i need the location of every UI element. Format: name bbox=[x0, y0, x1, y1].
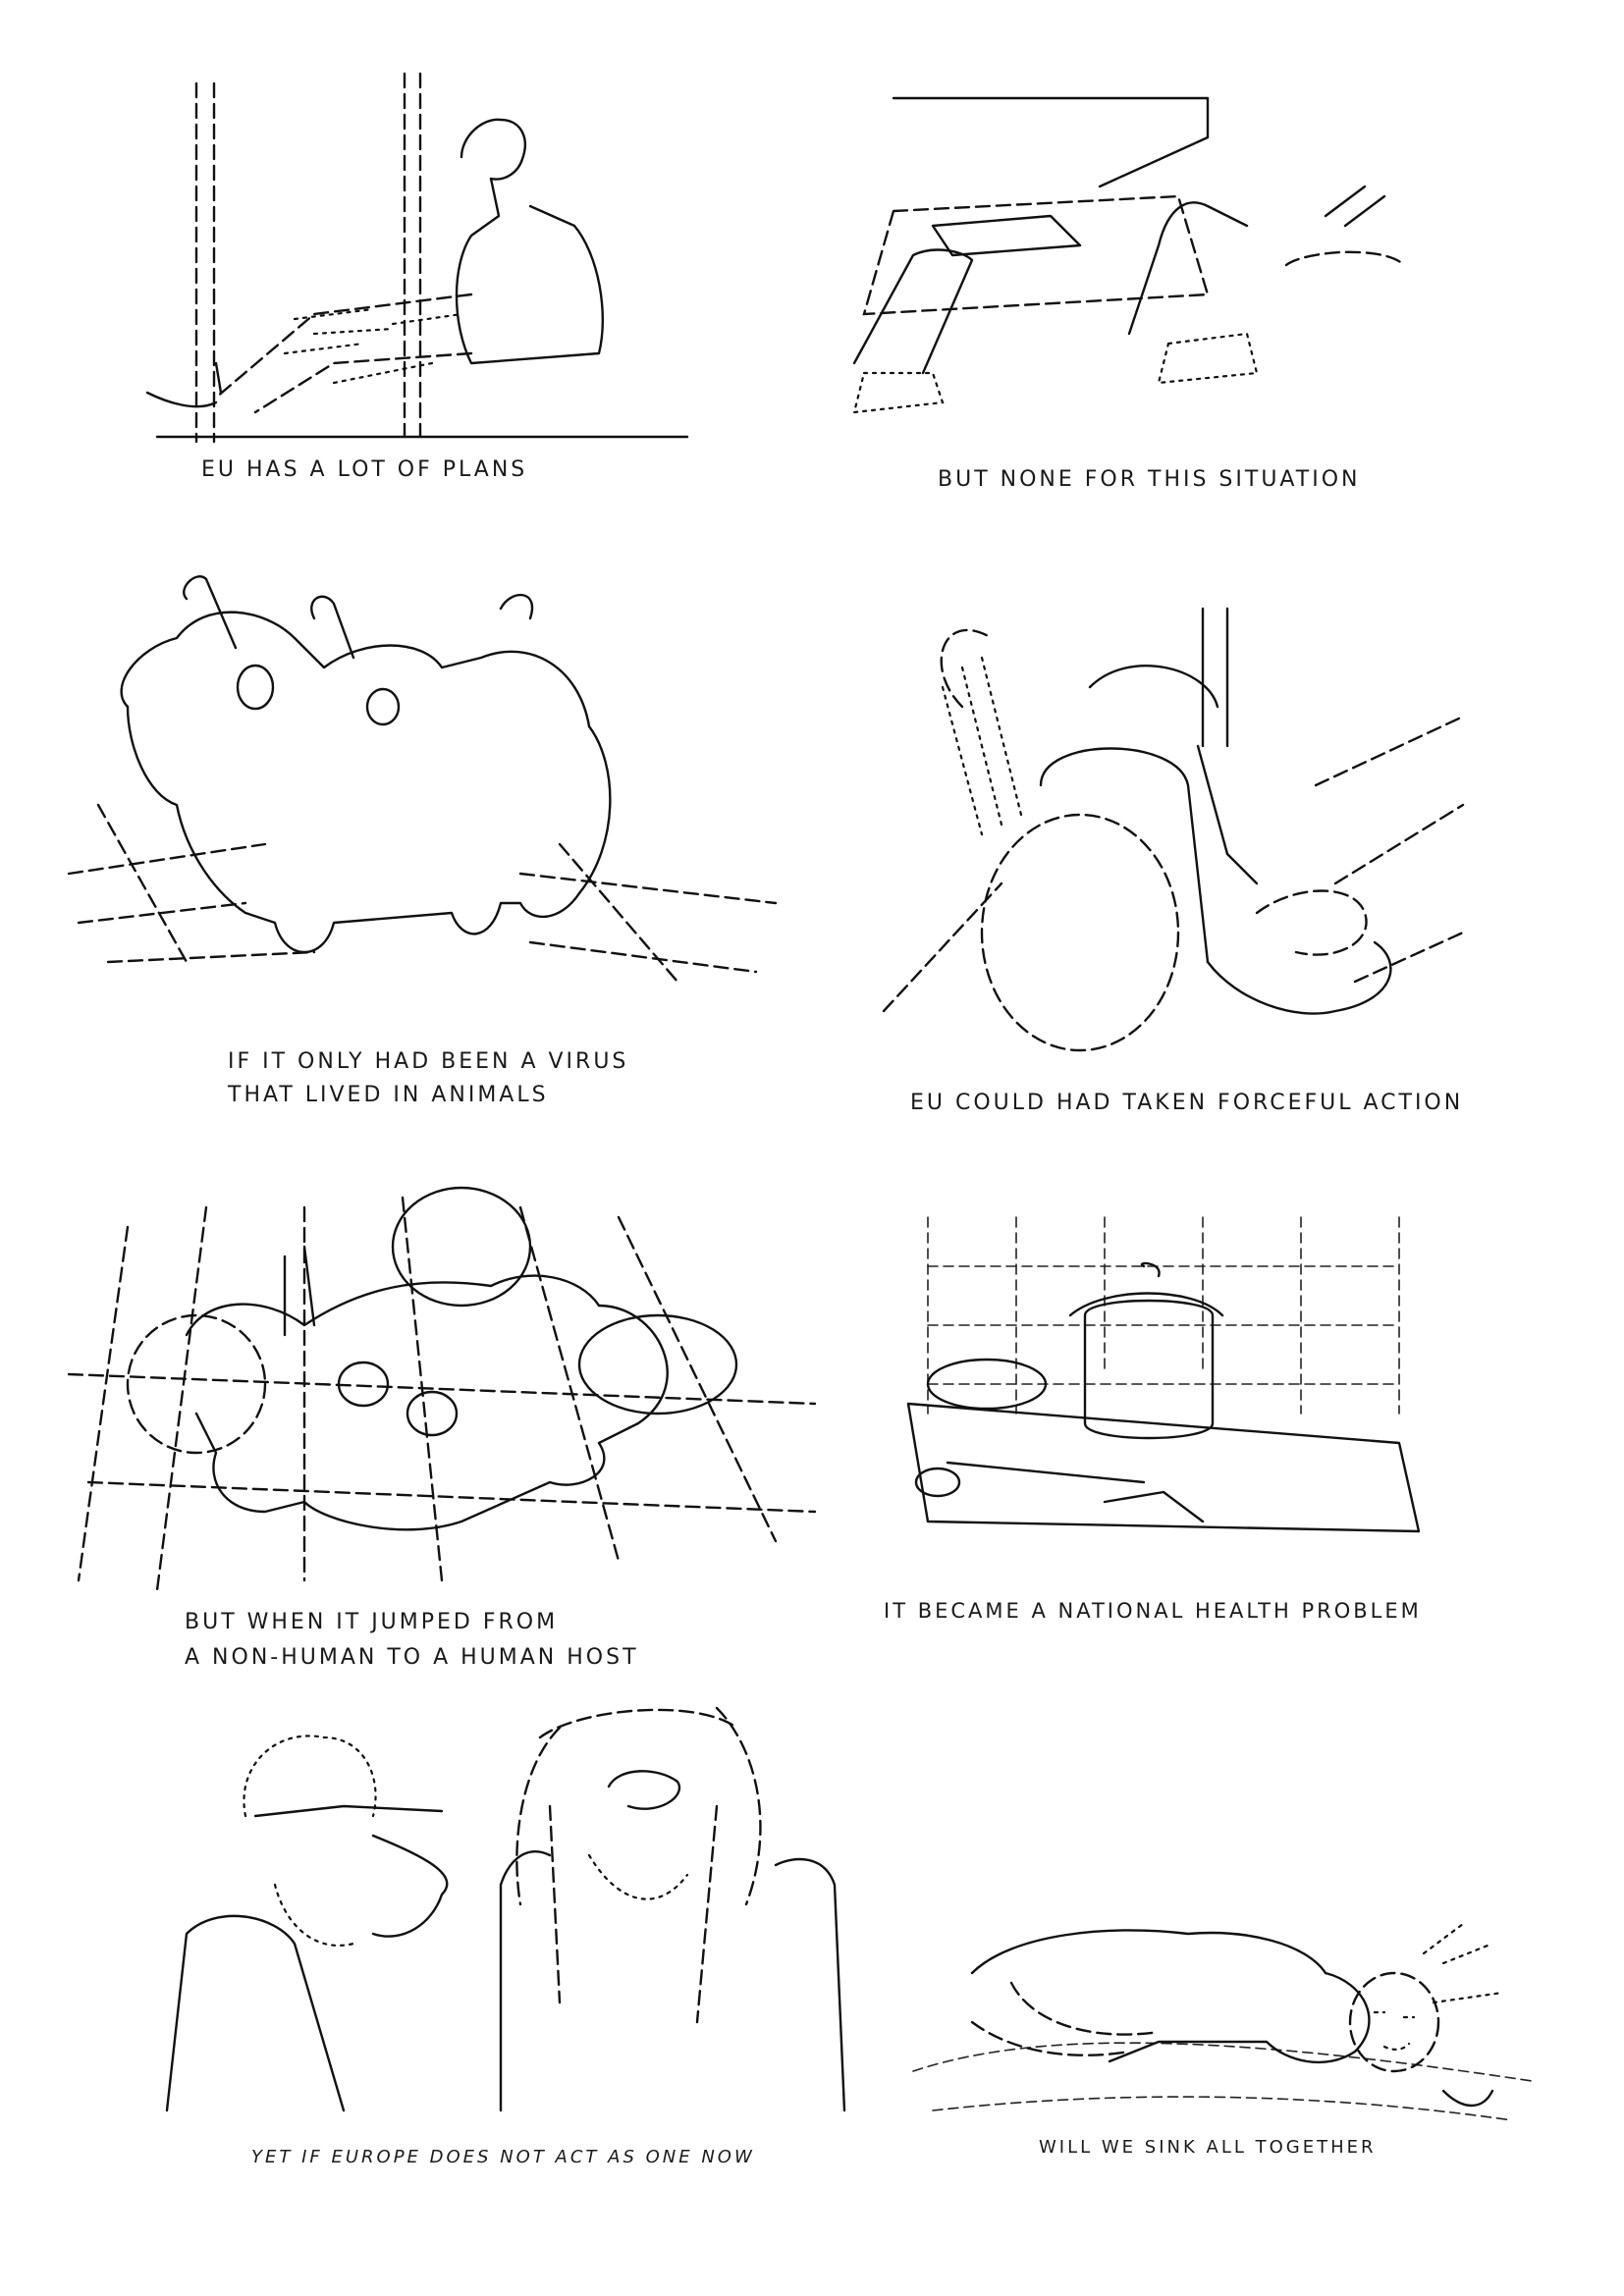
caption-panel-5-line-2: A NON-HUMAN TO A HUMAN HOST bbox=[185, 1645, 639, 1670]
drawing-two-men-glasses bbox=[147, 1708, 864, 2110]
panel-sleeping-baby bbox=[913, 1875, 1532, 2130]
caption-panel-6: IT BECAME A NATIONAL HEALTH PROBLEM bbox=[884, 1599, 1422, 1623]
drawing-sleeping-baby bbox=[913, 1875, 1532, 2130]
panel-two-men bbox=[147, 1708, 864, 2110]
drawing-hands-cutting-paper bbox=[835, 79, 1434, 452]
panel-sitting-by-window bbox=[137, 69, 707, 452]
caption-panel-3-line-1: IF IT ONLY HAD BEEN A VIRUS bbox=[228, 1049, 629, 1074]
drawing-pot-on-stove bbox=[908, 1217, 1419, 1551]
caption-panel-5-line-1: BUT WHEN IT JUMPED FROM bbox=[185, 1610, 559, 1634]
caption-panel-1: EU HAS A LOT OF PLANS bbox=[201, 457, 528, 482]
caption-panel-4: EU COULD HAD TAKEN FORCEFUL ACTION bbox=[910, 1091, 1464, 1115]
caption-panel-3-line-2: THAT LIVED IN ANIMALS bbox=[228, 1083, 549, 1107]
caption-panel-8: WILL WE SINK ALL TOGETHER bbox=[1039, 2137, 1377, 2158]
panel-vacuum-cleaner bbox=[884, 589, 1463, 1041]
panel-inflatable-cow bbox=[69, 550, 805, 1021]
panel-inflatable-toys bbox=[69, 1188, 815, 1600]
drawing-person-by-window bbox=[137, 69, 707, 452]
drawing-vacuum-cleaner-slippers bbox=[884, 589, 1463, 1041]
caption-panel-2: BUT NONE FOR THIS SITUATION bbox=[938, 467, 1361, 492]
drawing-inflatable-cow-toy bbox=[69, 550, 805, 1021]
drawing-deflated-toys-on-floor bbox=[69, 1188, 815, 1600]
panel-cutting-paper bbox=[835, 79, 1434, 452]
caption-panel-7: YET IF EUROPE DOES NOT ACT AS ONE NOW bbox=[251, 2147, 755, 2167]
panel-stove-pot bbox=[908, 1217, 1419, 1551]
